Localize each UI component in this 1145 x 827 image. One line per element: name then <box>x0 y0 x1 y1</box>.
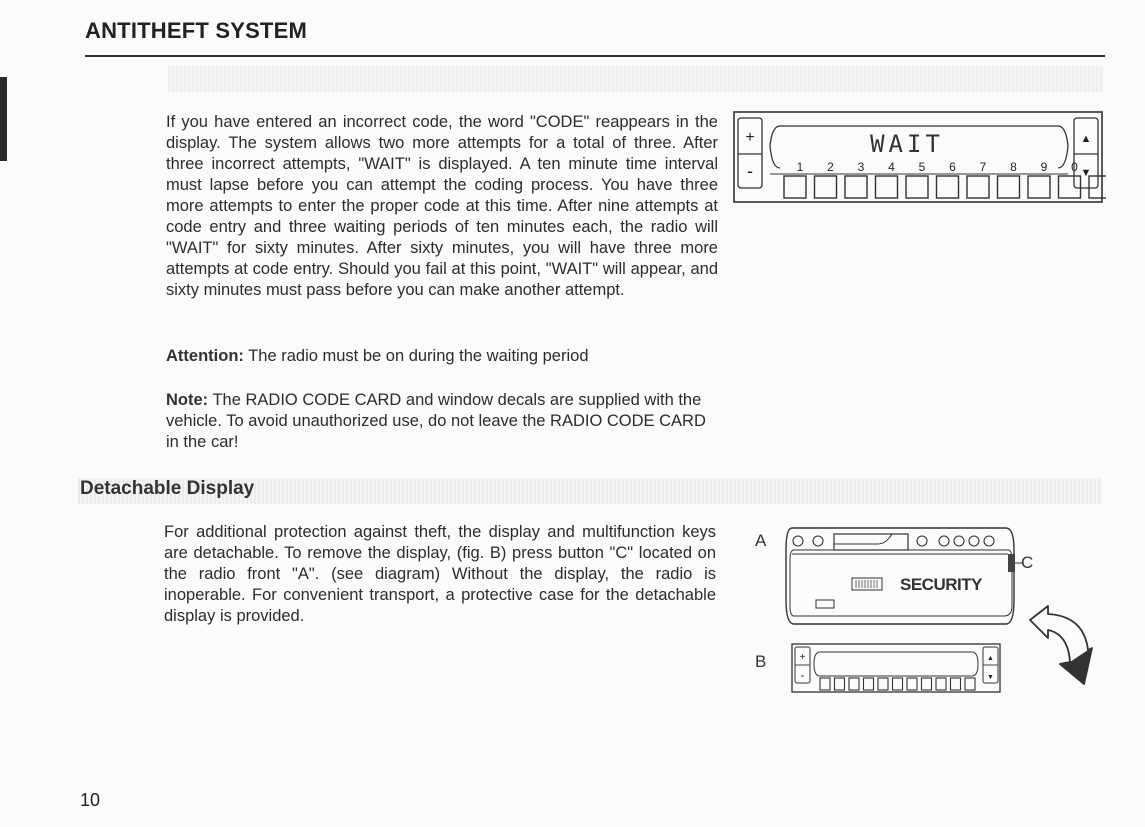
preset-key <box>937 176 959 198</box>
preset-key <box>998 176 1020 198</box>
preset-key <box>1028 176 1050 198</box>
figure-label-b: B <box>755 652 767 671</box>
plus-key: + <box>745 129 755 146</box>
note-text: The RADIO CODE CARD and window decals are supplied with the vehicle. To avoid unauthorized use, do not leave the RADIO CODE CARD in the car! <box>166 391 706 451</box>
section-heading: Detachable Display <box>80 478 255 499</box>
page-title: ANTITHEFT SYSTEM <box>85 18 307 43</box>
curved-arrow-icon <box>1026 604 1098 688</box>
wait-display-figure <box>732 106 1106 206</box>
small-preset-key <box>864 678 874 690</box>
preset-key <box>876 176 898 198</box>
digit-label: 0 <box>1071 160 1078 174</box>
display-screen-text: WAIT <box>870 130 944 158</box>
title-rule <box>85 55 1105 57</box>
note-label: Note: <box>166 391 209 409</box>
digit-label: 1 <box>796 160 804 174</box>
detachable-display-figure <box>790 640 1004 696</box>
preset-key <box>1059 176 1081 198</box>
small-preset-key <box>849 678 859 690</box>
shade-band-top <box>168 66 1103 92</box>
figure-label-a: A <box>755 531 767 550</box>
digit-label: 3 <box>857 160 865 174</box>
digit-label: 7 <box>979 160 987 174</box>
small-preset-key <box>820 678 830 690</box>
up-key: ▲ <box>1080 133 1092 145</box>
page-number: 10 <box>80 790 101 810</box>
attention-label: Attention: <box>166 347 244 365</box>
preset-key <box>845 176 867 198</box>
minus-key: - <box>747 161 753 181</box>
small-down-key: ▼ <box>987 674 994 681</box>
small-preset-key <box>907 678 917 690</box>
small-preset-key <box>835 678 845 690</box>
paragraph-incorrect-code: If you have entered an incorrect code, the word "CODE" reappears in the display. The system allows two more attempts for a total of three. After three incorrect attempts, "WAIT" is displayed. A ten minute time interval must lapse before you can attempt the coding process. You have three more attempts to enter the proper code at this time. After nine attempts at code entry and three waiting periods of ten minutes each, the radio will "WAIT" for sixty minutes. After sixty minutes, you will have three more attempts at code entry. Should you fail at this point, "WAIT" will appear, and sixty minutes must pass before you can make another attempt. <box>166 113 718 299</box>
down-key: ▼ <box>1080 167 1092 179</box>
digit-label: 5 <box>918 160 926 174</box>
release-button-c <box>1008 554 1015 572</box>
small-preset-key <box>878 678 888 690</box>
small-up-key: ▲ <box>987 655 994 662</box>
digit-label: 6 <box>949 160 956 174</box>
small-plus-key: + <box>799 652 806 663</box>
digit-label: 2 <box>827 160 834 174</box>
radio-front-figure <box>782 520 1022 632</box>
small-preset-key <box>951 678 961 690</box>
small-preset-key <box>893 678 903 690</box>
digit-label: 9 <box>1040 160 1048 174</box>
figure-label-c: C <box>1021 553 1034 572</box>
small-preset-key <box>936 678 946 690</box>
preset-key <box>815 176 837 198</box>
preset-key <box>906 176 928 198</box>
small-minus-key: - <box>800 670 805 682</box>
page-edge-tab <box>0 77 7 161</box>
security-label: SECURITY <box>900 575 982 594</box>
attention-paragraph <box>166 346 726 367</box>
digit-label: 8 <box>1010 160 1017 174</box>
preset-key <box>784 176 806 198</box>
paragraph-detachable: For additional protection against theft, the display and multifunction keys are detachable. To remove the display, (fig. B) press button "C" located on the radio front "A". (see diagram) Without the display, the radio is inoperable. For convenient transport, a protective case for the detachable display is provided. <box>164 523 716 625</box>
preset-key <box>967 176 989 198</box>
small-preset-key <box>965 678 975 690</box>
attention-text: The radio must be on during the waiting period <box>248 347 589 365</box>
small-preset-key <box>922 678 932 690</box>
note-paragraph <box>166 390 718 453</box>
digit-label: 4 <box>888 160 895 174</box>
